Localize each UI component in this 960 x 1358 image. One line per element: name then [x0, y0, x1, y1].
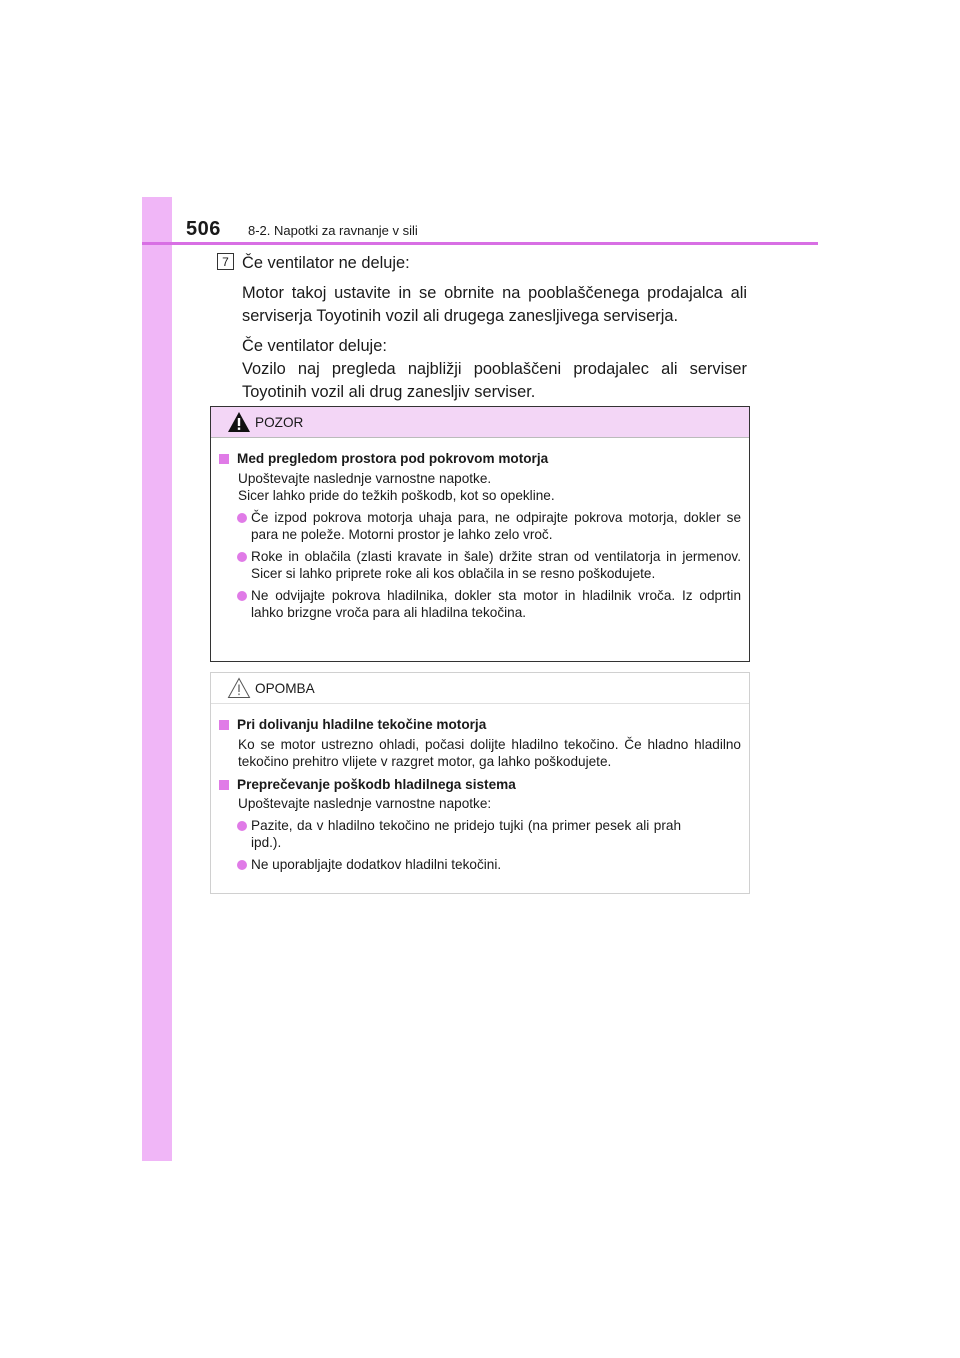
header-rule [142, 242, 818, 245]
step-line-2: Motor takoj ustavite in se obrnite na pooblaščenega prodajalca ali serviserja Toyotinih vozil ali drugega zanesljivega serviserja. [242, 284, 747, 325]
side-color-strip [142, 197, 172, 1161]
notice-section-text-2: Upoštevajte naslednje varnostne napotke: [238, 796, 492, 811]
warning-body [211, 438, 749, 638]
notice-section-title-1: Pri dolivanju hladilne tekočine motorja [219, 716, 741, 734]
warning-label: POZOR [255, 415, 304, 430]
caution-outline-icon [227, 677, 251, 699]
notice-box [210, 672, 750, 894]
warning-header [211, 407, 749, 438]
square-bullet-icon [219, 780, 229, 790]
warning-intro: Upoštevajte naslednje varnostne napotke. Sicer lahko pride do težkih poškodb, kot so opekline. [238, 470, 555, 503]
square-bullet-icon [219, 720, 229, 730]
step-number-badge: 7 [217, 253, 234, 270]
list-item: Roke in oblačila (zlasti kravate in šale) držite stran od ventilatorja in jermenov. Sicer si lahko priprete roke ali kos oblačila in se resno poškodujete. [219, 548, 741, 583]
list-item: Če izpod pokrova motorja uhaja para, ne odpirajte pokrova motorja, dokler se para ne poleže. Motorni prostor je lahko zelo vroč. [219, 509, 741, 544]
notice-section-title-2: Preprečevanje poškodb hladilnega sistema [219, 776, 741, 794]
section-title: 8-2. Napotki za ravnanje v sili [248, 223, 418, 238]
page-number: 506 [186, 218, 221, 240]
round-bullet-icon [237, 552, 247, 562]
warning-triangle-icon [227, 411, 251, 433]
warning-box [210, 406, 750, 662]
step-7 [217, 252, 747, 404]
warning-bullets [219, 509, 741, 622]
step-line-4: Vozilo naj pregleda najbližji pooblaščeni prodajalec ali serviser Toyotinih vozil ali drug zanesljiv serviser. [242, 360, 747, 401]
square-bullet-icon [219, 454, 229, 464]
step-line-3: Če ventilator deluje: [242, 337, 387, 355]
notice-label: OPOMBA [255, 681, 315, 696]
list-item: Pazite, da v hladilno tekočino ne pridejo tujki (na primer pesek ali prah ipd.). [219, 817, 741, 852]
notice-bullets [219, 817, 741, 874]
notice-body [211, 704, 749, 889]
round-bullet-icon [237, 860, 247, 870]
notice-header [211, 673, 749, 704]
step-line-1: Če ventilator ne deluje: [242, 254, 410, 272]
round-bullet-icon [237, 591, 247, 601]
round-bullet-icon [237, 513, 247, 523]
list-item: Ne odvijajte pokrova hladilnika, dokler sta motor in hladilnik vroča. Iz odprtin lahko brizgne vroča para ali hladilna tekočina. [219, 587, 741, 622]
round-bullet-icon [237, 821, 247, 831]
list-item: Ne uporabljajte dodatkov hladilni tekočini. [219, 856, 741, 874]
notice-section-text-1: Ko se motor ustrezno ohladi, počasi dolijte hladilno tekočino. Če hladno hladilno tekočino prehitro vlijete v razgret motor, ga lahko poškodujete. [238, 736, 741, 769]
warning-section-title: Med pregledom prostora pod pokrovom motorja [219, 450, 741, 468]
